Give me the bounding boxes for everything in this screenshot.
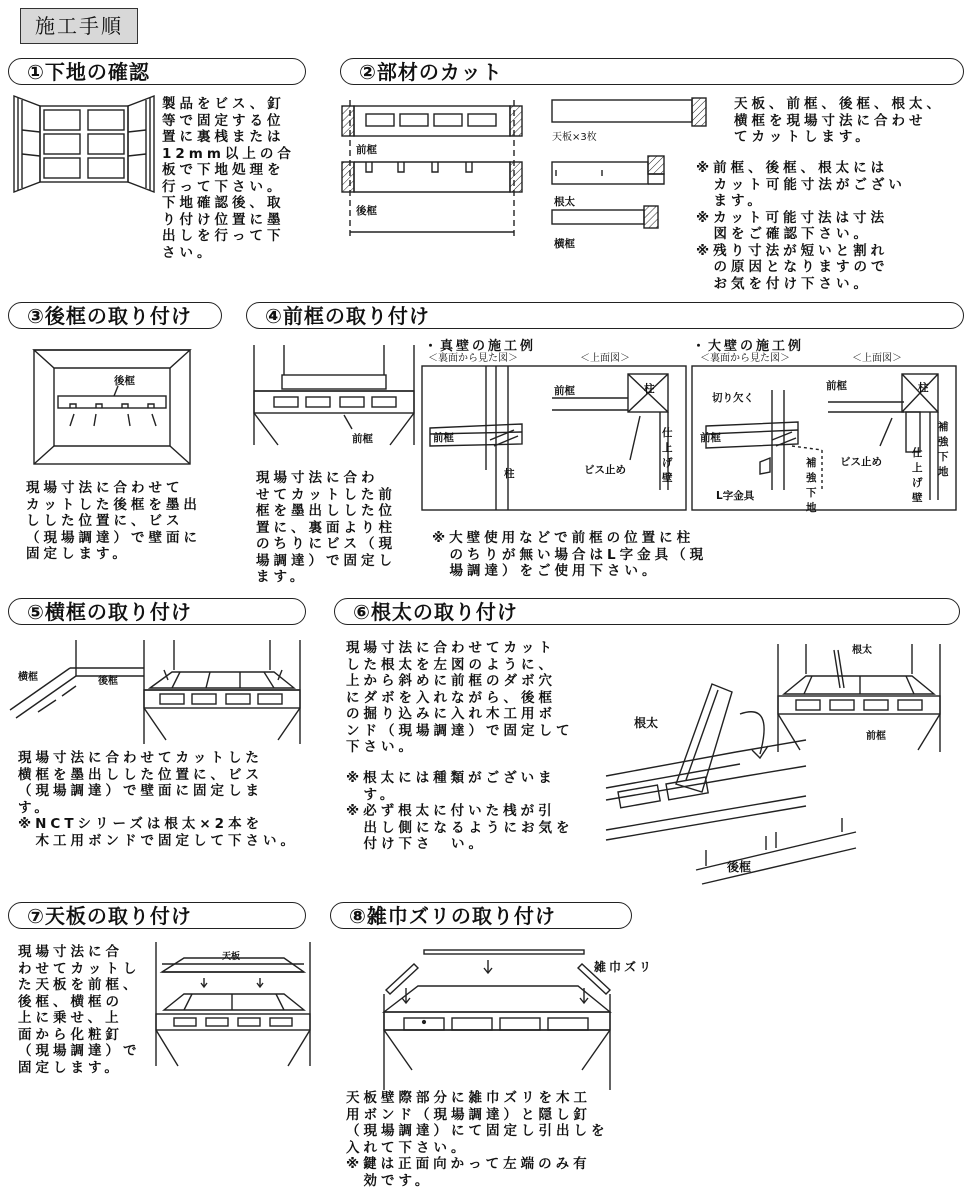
shinkabe-label-hashira: 柱 — [504, 468, 515, 480]
section-2-text: 天板、前框、後框、根太、 横框を現場寸法に合わせ てカットします。 — [734, 96, 944, 145]
section-7-text: 現場寸法に合 わせてカットし た天板を前框、 後框、横框の 上に乗せ、上 面から化粧釘 （現場調達）で 固定します。 — [18, 944, 141, 1076]
ookabe-title: ・大壁の施工例 — [692, 339, 805, 354]
label-maekamachi: 前框 — [356, 144, 377, 156]
shinkabe-diagram — [422, 350, 688, 512]
ookabe-label-kirikaku: 切り欠く — [712, 392, 754, 404]
section-1-text: 製品をビス、釘 等で固定する位 置に裏桟または 12mm以上の合 板で下地処理を 行って下さい。 下地確認後、取 り付け位置に墨 出しを行って下 さい。 — [162, 96, 295, 261]
section-6-note: ※根太には種類がございま す。 ※必ず根太に付いた桟が引 出し側になるようにお気を 付け下さ い。 — [346, 770, 574, 852]
section-7-heading: ⑦天板の取り付け — [8, 902, 306, 929]
zoukinzuri-illustration — [384, 950, 624, 1090]
label-ushirokamachi: 後框 — [356, 205, 377, 217]
page-title: 施工手順 — [20, 8, 138, 44]
shinkabe-label-maekamachi: 前框 — [433, 432, 454, 444]
label-yokokamachi: 横框 — [554, 238, 575, 250]
substrate-frame-illustration — [14, 96, 154, 196]
section-5-heading: ⑤横框の取り付け — [8, 598, 306, 625]
ookabe-label-shiagekabe: 仕 上 げ 壁 — [912, 447, 923, 504]
section-4-text: 現場寸法に合わ せてカットした前 框を墨出しした位 置に、裏面より柱 のちりにビス（現 場調達）で固定し ます。 — [256, 470, 396, 585]
side-frame-illustration-1 — [10, 640, 144, 732]
ookabe-label-maekamachi-top: 前框 — [826, 380, 847, 392]
ookabe-label-hokyo-top: 補 強 下 地 — [938, 421, 949, 478]
cut-diagram-top-board — [552, 98, 712, 248]
section-4-note: ※大壁使用などで前框の位置に柱 のちりが無い場合はL字金具（現 場調達）をご使用下さい。 — [432, 530, 708, 579]
ookabe-label-hashira-top: 柱 — [918, 382, 929, 394]
label-tenban-3: 天板×3枚 — [552, 132, 597, 143]
section-2-note: ※前框、後框、根太には カット可能寸法がござい ます。 ※カット可能寸法は寸法 図をご確認下さい。 ※残り寸法が短いと割れ の原因となりますので お気を付け下さい。 — [696, 160, 906, 292]
shinkabe-label-maekamachi-top: 前框 — [554, 385, 575, 397]
shinkabe-label-shiagekabe: 仕 上 げ 壁 — [662, 427, 673, 484]
section-2-heading: ②部材のカット — [340, 58, 964, 85]
ookabe-label-maekamachi: 前框 — [700, 432, 721, 444]
label-yokokamachi-s5: 横框 — [18, 672, 38, 683]
label-ushirokamachi-s6: 後框 — [727, 860, 752, 874]
ookabe-top-view: ＜上面図＞ — [852, 353, 902, 364]
ookabe-label-bisudome: ビス止め — [840, 456, 882, 468]
front-frame-illustration — [254, 345, 416, 453]
label-neda-small: 根太 — [852, 645, 872, 656]
ookabe-label-ljikanagu: L字金具 — [716, 490, 755, 502]
label-tenban-s7: 天板 — [222, 952, 241, 962]
side-frame-illustration-2 — [144, 640, 304, 744]
section-6-heading: ⑥根太の取り付け — [334, 598, 960, 625]
label-maekamachi-s4: 前框 — [352, 433, 373, 445]
section-3-heading: ③後框の取り付け — [8, 302, 222, 329]
section-8-heading: ⑧雑巾ズリの取り付け — [330, 902, 632, 929]
section-5-text: 現場寸法に合わせてカットした 横框を墨出しした位置に、ビス （現場調達）で壁面に固定しま す。 ※NCTシリーズは根太×2本を 木工用ボンドで固定して下さい。 — [18, 750, 298, 849]
shinkabe-title: ・真壁の施工例 — [424, 339, 537, 354]
label-ushirokamachi-s3: 後框 — [114, 375, 135, 387]
shinkabe-label-hashira-top: 柱 — [644, 383, 655, 395]
section-6-text: 現場寸法に合わせてカット した根太を左図のように、 上から斜めに前框のダボ穴 にダボを入れながら、後框 の掘り込みに入れ木工用ボ ンド（現場調達）で固定して 下さい。 — [346, 640, 574, 755]
joist-small-illustration — [778, 644, 942, 752]
label-neda-s6: 根太 — [634, 716, 659, 730]
ookabe-label-hokyo: 補 強 下 地 — [806, 457, 817, 514]
cut-diagram-front-back-frame — [342, 100, 532, 240]
section-4-heading: ④前框の取り付け — [246, 302, 964, 329]
label-neda: 根太 — [554, 196, 575, 208]
label-zoukinzuri: 雑巾ズリ — [594, 960, 655, 974]
section-8-text: 天板壁際部分に雑巾ズリを木工 用ボンド（現場調達）と隠し釘 （現場調達）にて固定し引出しを 入れて下さい。 ※鍵は正面向かって左端のみ有 効です。 — [346, 1090, 609, 1189]
back-frame-illustration — [34, 350, 194, 468]
label-maekamachi-small: 前框 — [866, 731, 886, 742]
section-1-heading: ①下地の確認 — [8, 58, 306, 85]
ookabe-back-view: ＜裏面から見た図＞ — [700, 353, 790, 364]
shinkabe-label-bisudome: ビス止め — [584, 464, 626, 476]
shinkabe-back-view: ＜裏面から見た図＞ — [428, 353, 518, 364]
shinkabe-top-view: ＜上面図＞ — [580, 353, 630, 364]
section-3-text: 現場寸法に合わせて カットした後框を墨出 しした位置に、ビス （現場調達）で壁面に 固定します。 — [26, 480, 201, 562]
label-ushirokamachi-s5: 後框 — [98, 676, 118, 687]
